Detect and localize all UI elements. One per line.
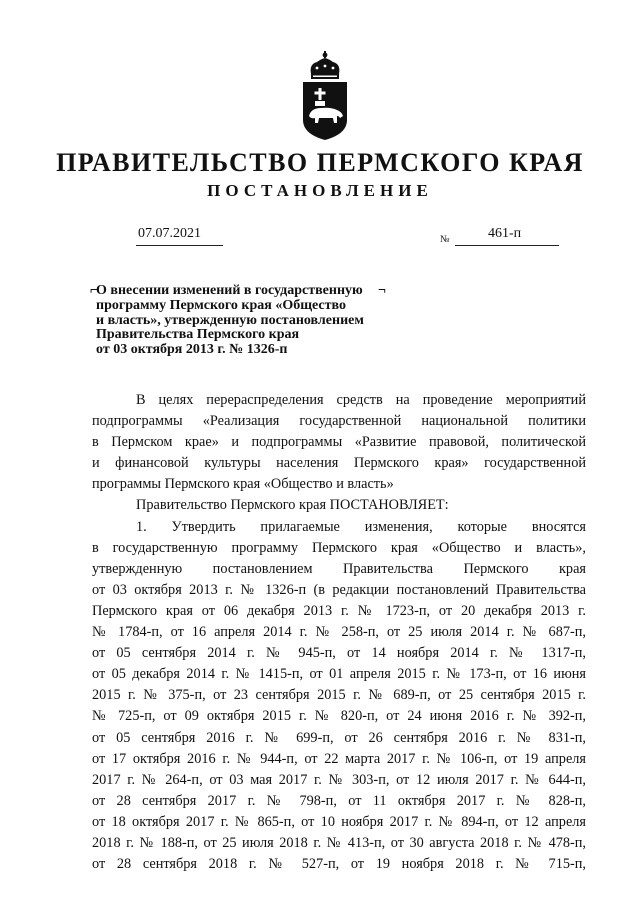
body-line: 1. Утвердить прилагаемые изменения, которые вносятся [136, 518, 586, 535]
document-type: ПОСТАНОВЛЕНИЕ [207, 181, 433, 200]
number-underline [455, 245, 559, 246]
subject-corner-left: ⌐ [90, 283, 98, 298]
body-line: В целях перераспределения средств на проведение мероприятий [136, 392, 586, 408]
subject-line: Правительства Пермского края [96, 327, 300, 343]
body-line: от 03 октября 2013 г. № 1326-п (в редакции постановлений Правительства [92, 581, 586, 598]
body-line: от 05 декабря 2014 г. № 1415-п, от 01 апреля 2015 г. № 173-п, от 16 июня [92, 666, 586, 683]
body-line: Правительство Пермского края ПОСТАНОВЛЯЕТ: [136, 497, 449, 514]
crown-icon [311, 51, 340, 79]
body-line: от 28 сентября 2018 г. № 527-п, от 19 ноября 2018 г. № 715-п, [92, 856, 586, 873]
body-line: утвержденную постановлением Правительства Пермского края [92, 560, 586, 577]
body-line: 2017 г. № 264-п, от 03 мая 2017 г. № 303-п, от 12 июля 2017 г. № 644-п, [92, 771, 586, 788]
subject-line: и власть», утвержденную постановлением [96, 312, 364, 328]
body-line: от 05 сентября 2016 г. № 699-п, от 26 сентября 2016 г. № 831-п, [92, 729, 586, 746]
body-line: в Пермском крае» и подпрограммы «Развитие правовой, политической [92, 434, 586, 451]
body-line: Пермского края от 06 декабря 2013 г. № 1723-п, от 20 декабря 2013 г. [92, 602, 586, 619]
coat-of-arms-emblem [295, 50, 355, 142]
body-line: от 17 октября 2016 г. № 944-п, от 22 марта 2017 г. № 106-п, от 19 апреля [92, 750, 586, 767]
body-line: от 18 октября 2017 г. № 865-п, от 10 ноября 2017 г. № 894-п, от 12 апреля [92, 813, 586, 830]
document-number: 461-п [488, 226, 522, 241]
body-line: от 28 сентября 2017 г. № 798-п, от 11 октября 2017 г. № 828-п, [92, 792, 586, 809]
body-line: 2015 г. № 375-п, от 23 сентября 2015 г. № 689-п, от 25 сентября 2015 г. [92, 687, 586, 704]
book-icon [315, 101, 325, 106]
body-line: № 725-п, от 09 октября 2015 г. № 820-п, от 24 июня 2016 г. № 392-п, [92, 708, 586, 725]
body-line: подпрограммы «Реализация государственной национальной политики [92, 413, 586, 430]
body-line: № 1784-п, от 16 апреля 2014 г. № 258-п, от 25 июля 2014 г. № 687-п, [92, 624, 586, 641]
number-sign: № [440, 234, 450, 245]
document-body [92, 390, 586, 875]
body-line: от 05 сентября 2014 г. № 945-п, от 14 ноября 2014 г. № 1317-п, [92, 645, 586, 662]
document-date: 07.07.2021 [138, 226, 201, 241]
body-line: программы Пермского края «Общество и власть» [92, 476, 394, 493]
subject-corner-right: ¬ [378, 283, 386, 298]
document-subject [96, 284, 416, 358]
body-line: 2018 г. № 188-п, от 25 июля 2018 г. № 413-п, от 30 августа 2018 г. № 478-п, [92, 834, 586, 851]
subject-line: О внесении изменений в государственную [96, 283, 363, 298]
body-line: в государственную программу Пермского края «Общество и власть», [92, 539, 586, 556]
subject-line: от 03 октября 2013 г. № 1326-п [96, 342, 288, 358]
body-line: и финансовой культуры населения Пермского края» государственной [92, 455, 586, 472]
government-title: ПРАВИТЕЛЬСТВО ПЕРМСКОГО КРАЯ [56, 148, 584, 177]
subject-line: программу Пермского края «Общество [96, 297, 346, 313]
date-underline [136, 245, 223, 246]
